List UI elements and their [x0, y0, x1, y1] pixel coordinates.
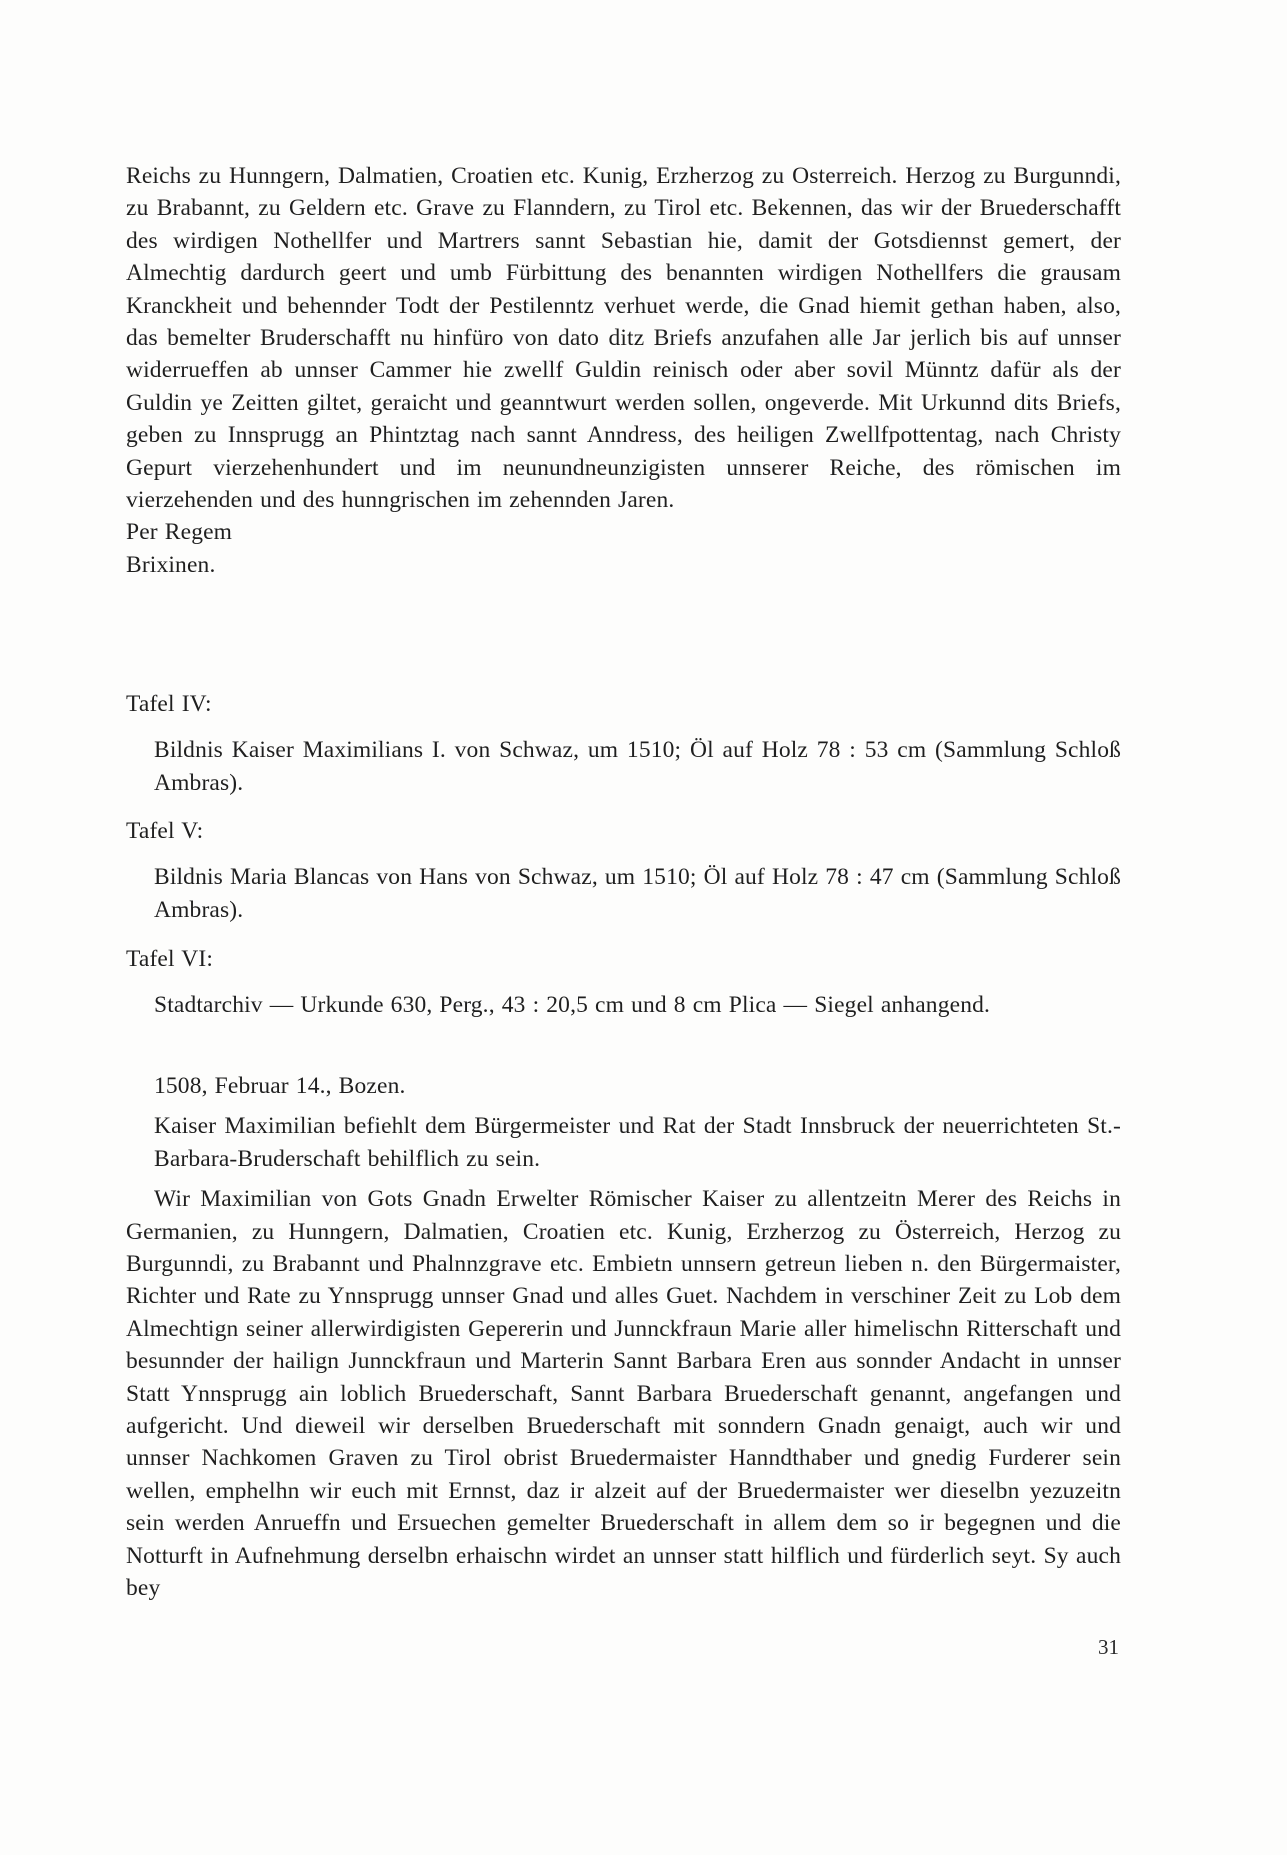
tafel-vi-heading: Tafel VI:	[126, 946, 214, 972]
document-text: Wir Maximilian von Gots Gnadn Erwelter Römischer Kaiser zu allentzeitn Merer des Reichs in Germanien, zu Hunngern, Dalmatien, Croatien etc. Kunig, Erzherzog zu Österreich, Herzog zu Burgunndi, zu Brabannt und Phalnnzgrave etc. Embietn unnsern getreun lieben n. den Bürgermaister, Richter und Rate zu Ynnsprugg unnser Gnad und alles Guet. Nachdem in verschiner Zeit zu Lob dem Almechtign seiner allerwirdigisten Gepererin und Junnckfraun Marie aller himelischn Ritterschaft und besunnder der hailign Junnckfraun und Marterin Sannt Barbara Eren aus sonnder Andacht in unnser Statt Ynnsprugg ain loblich Bruederschaft, Sannt Barbara Bruederschaft genannt, angefangen und aufgericht. Und dieweil wir derselben Bruederschaft mit sonndern Gnadn genaigt, auch wir und unnser Nachkomen Graven zu Tirol obrist Bruedermaister Hanndthaber und gnedig Furderer sein wellen, emphelhn wir euch mit Ernnst, daz ir alzeit auf der Bruedermaister wer dieselbn yezuzeitn sein werden Anrueffn und Ersuechen gemelter Bruederschaft in allem dem so ir begegnen und die Notturft in Aufnehmung derselbn erhaischn wirdet an unnser statt hilflich und fürderlich seyt. Sy auch bey	[126, 1186, 1121, 1602]
document-date: 1508, Februar 14., Bozen.	[154, 1073, 406, 1099]
tafel-v-caption: Bildnis Maria Blancas von Hans von Schwaz, um 1510; Öl auf Holz 78 : 47 cm (Sammlung Schloß Ambras).	[154, 864, 1121, 923]
charter-text-1499	[126, 160, 1121, 581]
tafel-vi-caption: Stadtarchiv — Urkunde 630, Perg., 43 : 20,5 cm und 8 cm Plica — Siegel anhangend.	[154, 992, 991, 1019]
per-regem-line: Per Regem	[126, 519, 233, 546]
tafel-v-heading: Tafel V:	[126, 818, 204, 844]
document-1508-section	[126, 1070, 1121, 1605]
tafel-v-section	[126, 815, 1121, 926]
charter-paragraph: Reichs zu Hunngern, Dalmatien, Croatien etc. Kunig, Erzherzog zu Osterreich. Herzog zu Burgunndi, zu Brabannt, zu Geldern etc. Grave zu Flanndern, zu Tirol etc. Bekennen, das wir der Bruederschafft des wirdigen Nothellfer und Martrers sannt Sebastian hie, damit der Gotsdiennst gemert, der Almechtig dardurch geert und umb Fürbittung des benannten wirdigen Nothellfers die grausam Kranckheit und behennder Todt der Pestilenntz verhuet werde, die Gnad hiemit gethan haben, also, das bemelter Bruderschafft nu hinfüro von dato ditz Briefs anzufahen alle Jar jerlich bis auf unnser widerrueffen ab unnser Cammer hie zwellf Guldin reinisch oder aber sovil Münntz dafür als der Guldin ye Zeitten giltet, geraicht und geanntwurt werden sollen, ongeverde. Mit Urkunnd dits Briefs, geben zu Innsprugg an Phintztag nach sannt Anndress, des heiligen Zwellfpottentag, nach Christy Gepurt vierzehenhundert und im neunundneunzigisten unnserer Reiche, des römischen im vierzehenden und des hunngrischen im zehennden Jaren.	[126, 163, 1121, 514]
tafel-iv-heading: Tafel IV:	[126, 691, 212, 717]
tafel-vi-section	[126, 943, 1121, 1022]
page-number: 31	[1098, 1635, 1119, 1659]
document-summary: Kaiser Maximilian befiehlt dem Bürgermeister und Rat der Stadt Innsbruck der neuerrichteten St.-Barbara-Bruderschaft behilflich zu sein.	[154, 1113, 1121, 1172]
brixinen-line: Brixinen.	[126, 551, 216, 578]
tafel-iv-caption: Bildnis Kaiser Maximilians I. von Schwaz, um 1510; Öl auf Holz 78 : 53 cm (Sammlung Schloß Ambras).	[154, 737, 1121, 796]
tafel-iv-section	[126, 688, 1121, 799]
